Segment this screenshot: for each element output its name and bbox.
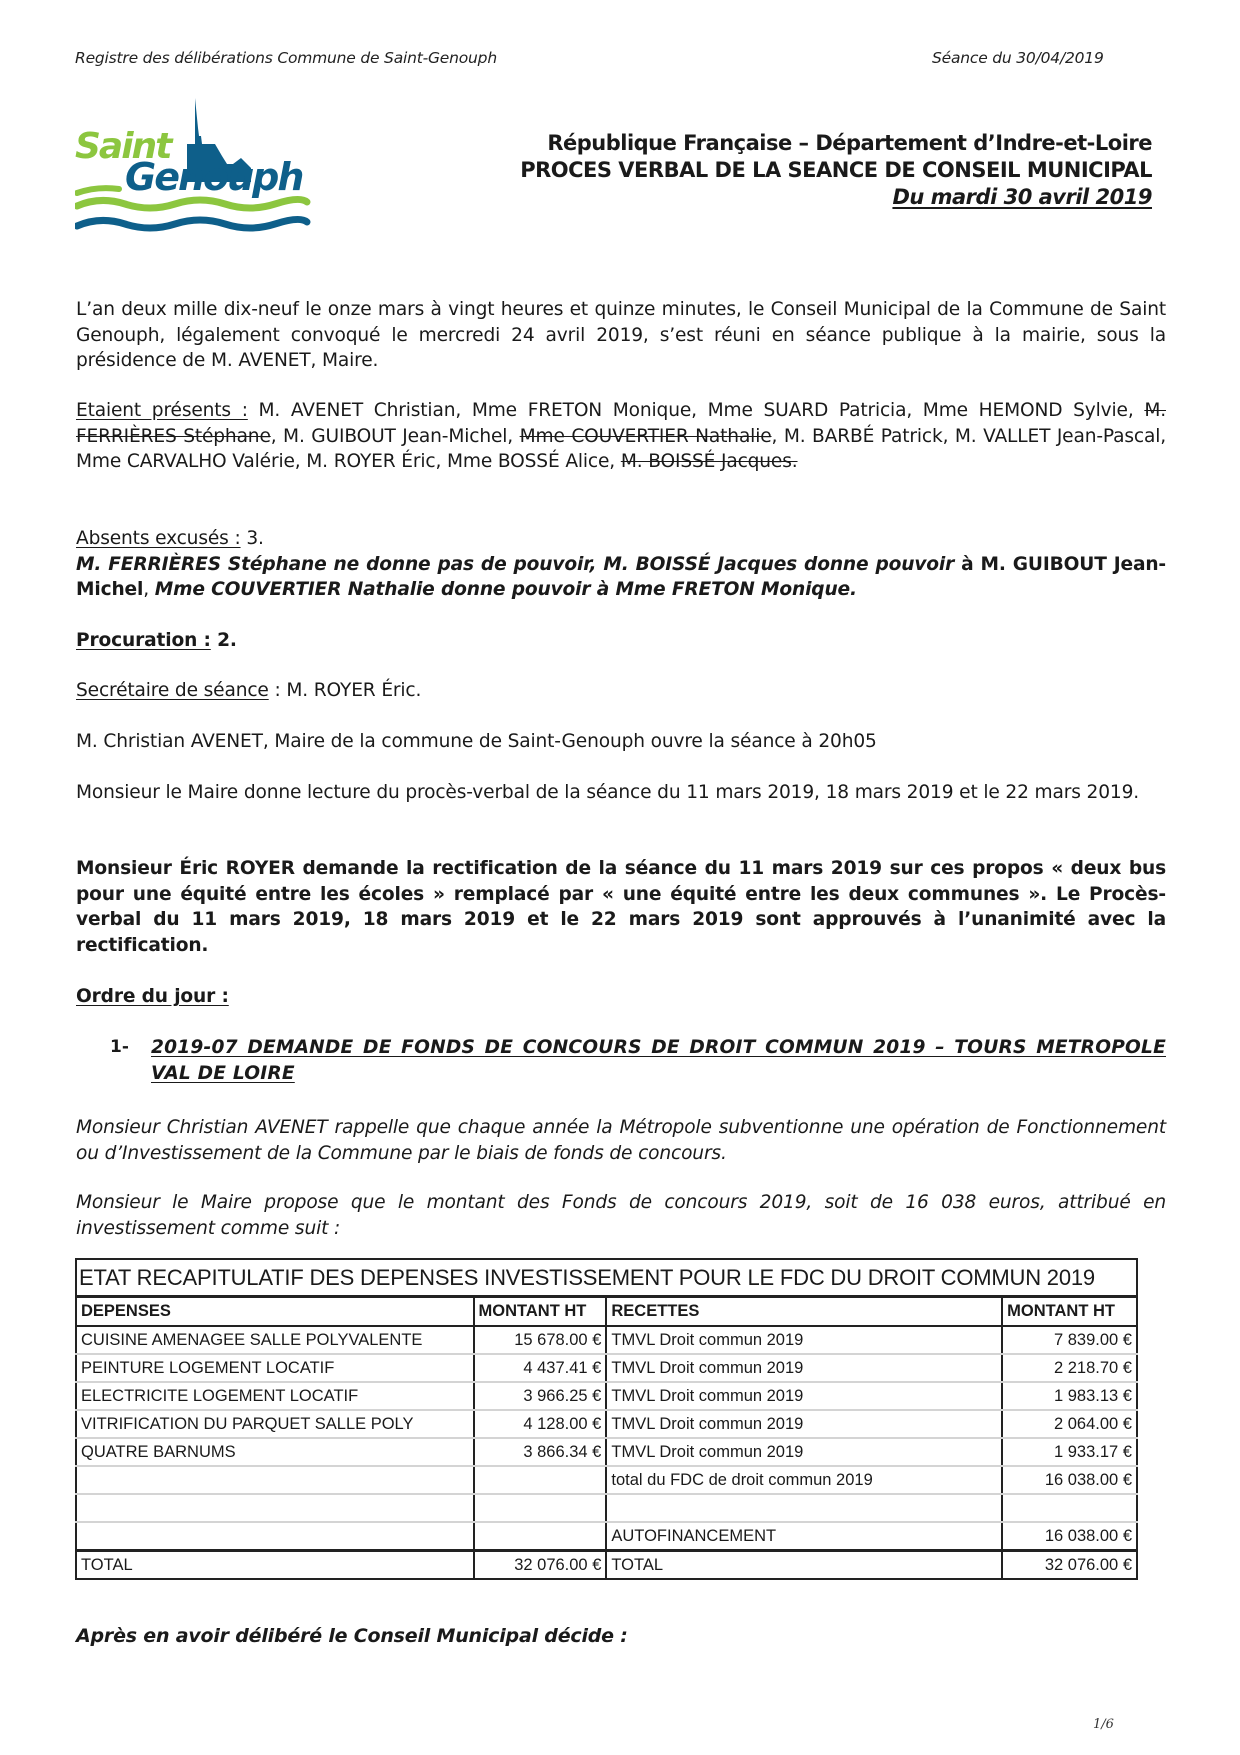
cell-montant: 4 437.41 € — [474, 1354, 607, 1382]
presents-paragraph — [76, 398, 1166, 475]
cell-depense: VITRIFICATION DU PARQUET SALLE POLY — [76, 1410, 474, 1438]
cell-montant: 2 064.00 € — [1002, 1410, 1137, 1438]
cell-montant — [474, 1522, 607, 1551]
total-depenses-value: 32 076.00 € — [474, 1551, 607, 1580]
cell-montant: 1 983.13 € — [1002, 1382, 1137, 1410]
secretaire-value: : M. ROYER Éric. — [268, 680, 422, 701]
header-depenses: DEPENSES — [76, 1297, 474, 1327]
cell-depense — [76, 1522, 474, 1551]
intro-paragraph: L’an deux mille dix-neuf le onze mars à vingt heures et quinze minutes, le Conseil Municipal de la Commune de Saint Genouph, légalement convoqué le mercredi 24 avril 2019, s’est réuni en séance publique à la mairie, sous la présidence de M. AVENET, Maire. — [76, 299, 1166, 371]
cell-montant — [474, 1494, 607, 1522]
cell-depense — [76, 1494, 474, 1522]
secretaire-label: Secrétaire de séance — [76, 680, 269, 701]
cell-recette: TMVL Droit commun 2019 — [606, 1382, 1002, 1410]
absents-detail: Mme COUVERTIER Nathalie donne pouvoir à Mme FRETON Monique. — [154, 579, 857, 600]
absents-count: 3. — [240, 528, 264, 549]
presents-label: Etaient présents : — [76, 400, 248, 421]
agenda-label: Ordre du jour : — [76, 986, 229, 1007]
absents-label: Absents excusés : — [76, 528, 241, 549]
agenda-item-title: 2019-07 DEMANDE DE FONDS DE CONCOURS DE DROIT COMMUN 2019 – TOURS METROPOLE VAL DE LOIRE — [151, 1037, 1166, 1084]
absents-separator: , — [143, 579, 155, 600]
table-title-row — [76, 1259, 1137, 1297]
table-title: ETAT RECAPITULATIF DES DEPENSES INVESTISSEMENT POUR LE FDC DU DROIT COMMUN 2019 — [76, 1259, 1137, 1297]
document-title-block — [520, 130, 1152, 211]
cell-depense: ELECTRICITE LOGEMENT LOCATIF — [76, 1382, 474, 1410]
item1-paragraph-1: Monsieur Christian AVENET rappelle que chaque année la Métropole subventionne une opération de Fonctionnement ou d’Investissement de la Commune par le biais de fonds de concours. — [76, 1117, 1166, 1164]
cell-montant — [1002, 1494, 1137, 1522]
total-recettes-label: TOTAL — [606, 1551, 1002, 1580]
cell-montant: 2 218.70 € — [1002, 1354, 1137, 1382]
cell-depense: PEINTURE LOGEMENT LOCATIF — [76, 1354, 474, 1382]
cell-montant: 4 128.00 € — [474, 1410, 607, 1438]
total-depenses-label: TOTAL — [76, 1551, 474, 1580]
title-republique: République Française – Département d’Indre-et-Loire — [547, 131, 1152, 155]
table-header-row — [76, 1297, 1137, 1327]
church-skyline-icon — [75, 98, 315, 238]
item1-paragraph-2: Monsieur le Maire propose que le montant des Fonds de concours 2019, soit de 16 038 euros, attribué en investissement comme suit : — [76, 1192, 1166, 1239]
table-row — [76, 1466, 1137, 1494]
cell-montant — [474, 1466, 607, 1494]
presents-struck-name: M. FERRIÈRES Stéphane — [76, 400, 1166, 447]
fdc-summary-table — [75, 1258, 1138, 1580]
agenda-item-1 — [110, 1035, 1166, 1086]
absents-detail-proxy: à M. GUIBOUT Jean-Michel — [76, 553, 1167, 600]
title-date: Du mardi 30 avril 2019 — [892, 185, 1152, 209]
cell-montant: 15 678.00 € — [474, 1326, 607, 1354]
running-header-right: Séance du 30/04/2019 — [932, 49, 1104, 67]
presents-struck-name: M. BOISSÉ Jacques. — [620, 451, 798, 472]
header-montant-recettes: MONTANT HT — [1002, 1297, 1137, 1327]
absents-detail: M. FERRIÈRES Stéphane ne donne pas de pouvoir, M. BOISSÉ Jacques donne pouvoir — [76, 553, 962, 575]
cell-montant: 3 866.34 € — [474, 1438, 607, 1466]
decision-line: Après en avoir délibéré le Conseil Municipal décide : — [76, 1625, 628, 1647]
cell-recette: TMVL Droit commun 2019 — [606, 1354, 1002, 1382]
table-row — [76, 1494, 1137, 1522]
cell-montant: 3 966.25 € — [474, 1382, 607, 1410]
cell-montant: 16 038.00 € — [1002, 1466, 1137, 1494]
table-total-row — [76, 1551, 1137, 1580]
cell-recette: AUTOFINANCEMENT — [606, 1522, 1002, 1551]
presents-struck-name: Mme COUVERTIER Nathalie — [519, 425, 772, 447]
table-row — [76, 1410, 1137, 1438]
presents-text: M. AVENET Christian, Mme FRETON Monique, Mme SUARD Patricia, Mme HEMOND Sylvie, — [247, 400, 1145, 421]
reading-paragraph: Monsieur le Maire donne lecture du procès-verbal de la séance du 11 mars 2019, 18 mars 2019 et le 22 mars 2019. — [76, 782, 1140, 803]
cell-recette: total du FDC de droit commun 2019 — [606, 1466, 1002, 1494]
table-row — [76, 1522, 1137, 1551]
cell-depense — [76, 1466, 474, 1494]
table-row — [76, 1326, 1137, 1354]
presents-text: , M. GUIBOUT Jean-Michel, — [270, 425, 520, 447]
cell-depense: CUISINE AMENAGEE SALLE POLYVALENTE — [76, 1326, 474, 1354]
agenda-item-number: 1- — [110, 1037, 129, 1057]
procuration-line — [76, 628, 1166, 654]
cell-recette: TMVL Droit commun 2019 — [606, 1326, 1002, 1354]
cell-recette: TMVL Droit commun 2019 — [606, 1410, 1002, 1438]
running-header-left: Registre des délibérations Commune de Saint-Genouph — [75, 49, 497, 67]
commune-logo — [75, 98, 315, 238]
absents-paragraph — [76, 526, 1166, 603]
cell-depense: QUATRE BARNUMS — [76, 1438, 474, 1466]
cell-recette — [606, 1494, 1002, 1522]
table-row — [76, 1382, 1137, 1410]
presents-text: , M. BARBÉ Patrick, M. VALLET Jean-Pascal, Mme CARVALHO Valérie, M. ROYER Éric, Mme BOSSÉ Alice, — [76, 425, 1166, 472]
header-montant-depenses: MONTANT HT — [474, 1297, 607, 1327]
table-row — [76, 1438, 1137, 1466]
opening-line: M. Christian AVENET, Maire de la commune de Saint-Genouph ouvre la séance à 20h05 — [76, 731, 877, 752]
cell-montant: 7 839.00 € — [1002, 1326, 1137, 1354]
procuration-value: 2. — [210, 630, 237, 651]
cell-montant: 1 933.17 € — [1002, 1438, 1137, 1466]
svg-text:Saint: Saint — [75, 126, 171, 167]
cell-recette: TMVL Droit commun 2019 — [606, 1438, 1002, 1466]
table-row — [76, 1354, 1137, 1382]
title-proces-verbal: PROCES VERBAL DE LA SEANCE DE CONSEIL MUNICIPAL — [520, 158, 1152, 182]
total-recettes-value: 32 076.00 € — [1002, 1551, 1137, 1580]
svg-text:Genouph: Genouph — [125, 155, 303, 199]
rectification-paragraph: Monsieur Éric ROYER demande la rectification de la séance du 11 mars 2019 sur ces propos « deux bus pour une équité entre les écoles » remplacé par « une équité entre les deux communes ». Le Procès-verbal du 11 mars 2019, 18 mars 2019 et le 22 mars 2019 sont approuvés à l’unanimité avec la rectification. — [76, 858, 1166, 956]
secretaire-line — [76, 678, 1166, 704]
header-recettes: RECETTES — [606, 1297, 1002, 1327]
cell-montant: 16 038.00 € — [1002, 1522, 1137, 1551]
page-number: 1/6 — [1093, 1717, 1114, 1732]
procuration-label: Procuration : — [76, 630, 211, 651]
